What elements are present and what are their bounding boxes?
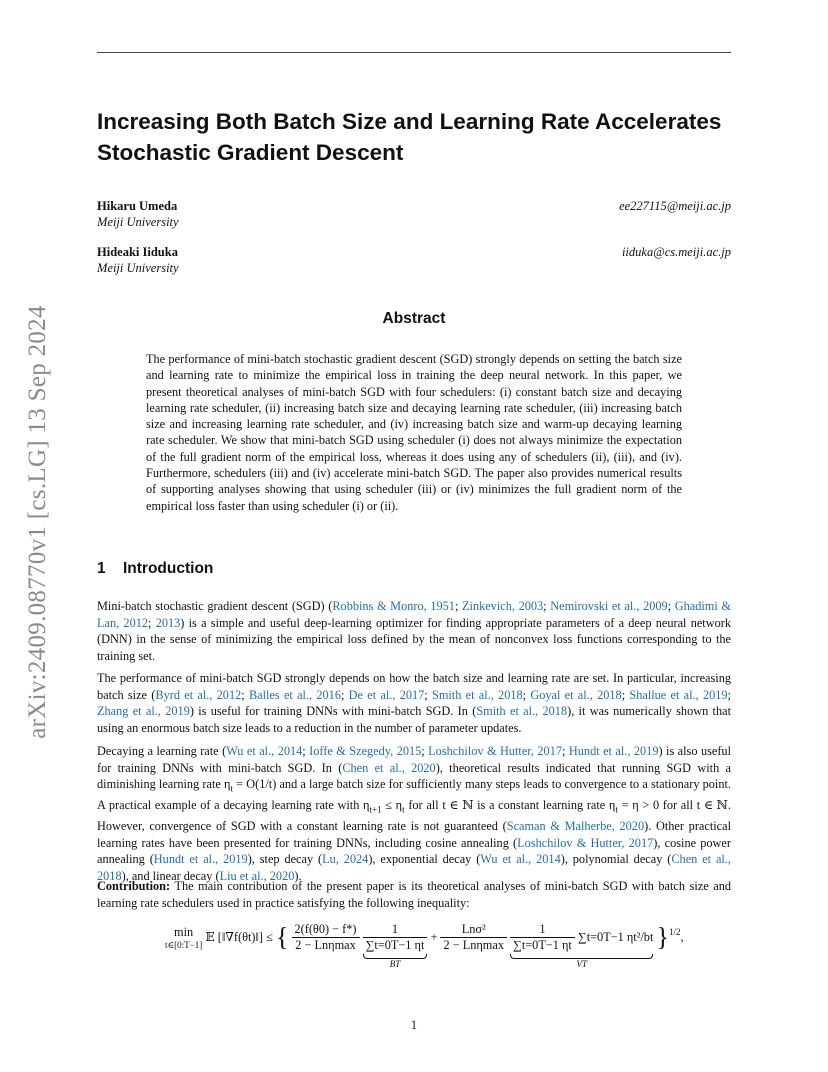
citation-link[interactable]: Hundt et al., 2019 xyxy=(568,744,659,758)
section-title: Introduction xyxy=(123,560,214,577)
author-affiliation: Meiji University xyxy=(97,261,179,275)
text-run: for all t ∈ ℕ is a constant learning rate η xyxy=(404,798,616,813)
eq-term1-num: 2(f(θ0) − f*) xyxy=(292,922,360,938)
eq-frac2-den: ∑t=0T−1 ηt xyxy=(513,938,572,952)
eq-frac1-num: 1 xyxy=(363,922,428,938)
citation-link[interactable]: Wu et al., 2014 xyxy=(480,852,561,867)
eq-term2 xyxy=(440,922,507,953)
citation-link[interactable]: Zhang et al., 2019 xyxy=(97,704,190,719)
page-number: 1 xyxy=(410,1018,418,1032)
text-run: ; xyxy=(454,599,463,613)
contribution-text: The main contribution of the present paper is its theoretical analyses of mini-batch SGD with batch size and learning rate schedulers used in practice satisfying the following inequality: xyxy=(97,879,731,910)
eq-term2-num: Lnσ² xyxy=(440,922,507,938)
text-run: = η > 0 for all t ∈ ℕ. However, convergence of SGD with a constant learning rate is not guaranteed ( xyxy=(97,798,731,834)
eq-brace-label: BT xyxy=(389,959,401,969)
citation-link[interactable]: Hundt et al., 2019 xyxy=(153,852,248,867)
eq-open-brace: { xyxy=(275,922,289,952)
eq-min: min t∈[0:T−1] xyxy=(165,924,203,950)
text-run: ; xyxy=(522,687,531,702)
main-inequality: min t∈[0:T−1] 𝔼 [‖∇f(θt)‖] ≤ { $\frac{2(f(\theta 0) - f*)}{\text{2 − Lnηmax}}$ $\frac{1}{\sum t=0T-1 \eta t}$ BT + $\frac{\text{Lnσ²}}{\text{2 − Lnηmax}}$ $\frac{1}{\sum t=0T-1 \eta t}$ ∑t=0T−1 ηt²/bt VT }$^{1/2}$, xyxy=(165,922,684,969)
subscript: t xyxy=(230,783,233,794)
text-run: Mini-batch stochastic gradient descent (SGD) ( xyxy=(97,599,333,613)
eq-brace-bt xyxy=(363,922,428,969)
eq-min-subscript: t∈[0:T−1] xyxy=(165,939,203,950)
citation-link[interactable]: Byrd et al., 2012 xyxy=(155,687,242,702)
text-run: ), exponential decay ( xyxy=(368,852,481,867)
text-run: ), and linear decay ( xyxy=(121,869,220,884)
citation-link[interactable]: Goyal et al., 2018 xyxy=(530,687,622,702)
text-run: ; xyxy=(424,687,432,702)
text-run: ; xyxy=(543,599,551,613)
text-run: ; xyxy=(621,687,630,702)
author-2 xyxy=(97,244,731,276)
subscript: t+1 xyxy=(369,804,382,815)
citation-link[interactable]: Balles et al., 2016 xyxy=(248,687,341,702)
eq-frac1 xyxy=(363,922,428,953)
header-rule xyxy=(97,52,731,53)
citation-link[interactable]: Ioffe & Szegedy, 2015 xyxy=(309,744,422,758)
subscript: t xyxy=(402,804,405,815)
text-run: ), theoretical results indicated that running SGD with a diminishing learning rate η xyxy=(97,760,731,792)
subscript: t xyxy=(615,804,618,815)
citation-link[interactable]: Wu et al., 2014 xyxy=(226,744,303,758)
citation-link[interactable]: Scaman & Malherbe, 2020 xyxy=(506,819,645,834)
citation-link[interactable]: Robbins & Monro, 1951 xyxy=(332,599,455,613)
eq-term1-den: 2 − Lnηmax xyxy=(295,938,356,952)
section-heading xyxy=(97,560,213,578)
intro-paragraph-3 xyxy=(97,743,731,885)
eq-lhs: 𝔼 [‖∇f(θt)‖] ≤ xyxy=(205,930,273,944)
text-run: ≤ η xyxy=(381,798,403,813)
text-run: ), cosine power annealing ( xyxy=(97,835,731,867)
citation-link[interactable]: Chen et al., 2018 xyxy=(97,852,731,884)
text-run: ; xyxy=(727,687,731,702)
citation-link[interactable]: Lu, 2024 xyxy=(322,852,369,867)
text-run: ; xyxy=(148,615,156,630)
text-run: ; xyxy=(421,744,429,758)
citation-link[interactable]: Chen et al., 2020 xyxy=(342,760,436,775)
citation-link[interactable]: Smith et al., 2018 xyxy=(476,704,568,719)
contribution-label: Contribution: xyxy=(97,879,171,893)
intro-paragraph-1 xyxy=(97,598,731,664)
text-run: ; xyxy=(562,744,569,758)
text-run: ; xyxy=(340,687,349,702)
text-run: ), it was numerically shown that using an enormous batch size leads to a reduction in the number of parameter updates. xyxy=(97,704,731,735)
text-run: ). Other practical learning rates have been presented for training DNNs, including cosine annealing ( xyxy=(97,819,731,850)
eq-frac2-num: 1 xyxy=(510,922,575,938)
eq-exponent: 1/2 xyxy=(668,927,681,938)
arxiv-id: arXiv:2409.08770v1 [cs.LG] 13 Sep 2024 xyxy=(24,305,51,739)
eq-plus: + xyxy=(430,930,438,944)
author-email: ee227115@meiji.ac.jp xyxy=(619,199,731,213)
paper-title: Increasing Both Batch Size and Learning Rate Accelerates Stochastic Gradient Descent xyxy=(97,109,722,165)
citation-link[interactable]: De et al., 2017 xyxy=(348,687,425,702)
citation-link[interactable]: Loshchilov & Hutter, 2017 xyxy=(517,835,654,850)
citation-link[interactable]: Smith et al., 2018 xyxy=(431,687,523,702)
citation-link[interactable]: Nemirovski et al., 2009 xyxy=(550,599,668,613)
author-name: Hideaki Iiduka xyxy=(97,245,178,259)
text-run: The performance of mini-batch SGD strongly depends on how the batch size and learning rate are set. In particular, increasing batch size ( xyxy=(97,671,731,702)
text-run: ) is also useful for training DNNs with mini-batch SGD. In ( xyxy=(97,744,731,775)
text-run: ; xyxy=(667,599,675,613)
text-run: ; xyxy=(241,687,249,702)
citation-link[interactable]: Loshchilov & Hutter, 2017 xyxy=(428,744,563,758)
abstract-text: The performance of mini-batch stochastic gradient descent (SGD) strongly depends on setting the batch size and learning rate to minimize the empirical loss in training the deep neural network. In this paper, we present theoretical analyses of mini-batch SGD with four schedulers: (i) constant batch size and decaying learning rate scheduler, (ii) increasing batch size and decaying learning rate scheduler, (iii) increasing batch size and increasing learning rate scheduler, and (iv) increasing batch size and warm-up decaying learning rate scheduler. We show that mini-batch SGD using scheduler (i) does not always minimize the expectation of the full gradient norm of the empirical loss, whereas it does using any of schedulers (ii), (iii), and (iv). Furthermore, schedulers (iii) and (iv) accelerate mini-batch SGD. The paper also provides numerical results of supporting analyses showing that using scheduler (iii) or (iv) minimizes the full gradient norm of the empirical loss faster than using scheduler (i) or (ii). xyxy=(146,352,682,513)
eq-sum: ∑t=0T−1 ηt²/bt xyxy=(577,930,654,944)
text-run: = O(1/t) and a large batch size for sufficiently many steps leads to convergence to a stationary point. A practical example of a decaying learning rate with η xyxy=(97,777,731,813)
eq-frac1-den: ∑t=0T−1 ηt xyxy=(365,938,425,952)
text-run: ) is a simple and useful deep-learning optimizer for finding appropriate parameters of a deep neural network (DNN) in the sense of minimizing the empirical loss defined by the mean of nonconvex loss functions corresponding to the training set. xyxy=(97,615,731,663)
author-affiliation: Meiji University xyxy=(97,215,179,229)
eq-term1 xyxy=(292,922,360,953)
author-name: Hikaru Umeda xyxy=(97,199,178,213)
citation-link[interactable]: Shallue et al., 2019 xyxy=(629,687,728,702)
text-run: Decaying a learning rate ( xyxy=(97,744,227,758)
section-number: 1 xyxy=(97,560,106,577)
text-run: ). xyxy=(294,869,302,884)
citation-link[interactable]: Liu et al., 2020 xyxy=(219,869,295,884)
contribution-paragraph xyxy=(97,878,731,911)
citation-link[interactable]: Ghadimi & Lan, 2012 xyxy=(97,599,731,630)
eq-brace-vt xyxy=(510,922,654,969)
intro-paragraph-2 xyxy=(97,670,731,736)
eq-frac2 xyxy=(510,922,575,953)
abstract-heading: Abstract xyxy=(382,310,446,327)
text-run: ) is useful for training DNNs with mini-batch SGD. In ( xyxy=(189,704,477,719)
citation-link[interactable]: Zinkevich, 2003 xyxy=(462,599,544,613)
text-run: ), step decay ( xyxy=(247,852,323,867)
author-email: iiduka@cs.meiji.ac.jp xyxy=(621,245,731,259)
citation-link[interactable]: 2013 xyxy=(155,615,181,630)
arxiv-sidebar-stamp xyxy=(18,287,58,757)
eq-term2-den: 2 − Lnηmax xyxy=(443,938,504,952)
text-run: ; xyxy=(302,744,310,758)
text-run: ), polynomial decay ( xyxy=(560,852,672,867)
eq-brace-label: VT xyxy=(576,959,587,969)
eq-close-brace: } xyxy=(656,922,669,952)
author-1 xyxy=(97,198,731,230)
